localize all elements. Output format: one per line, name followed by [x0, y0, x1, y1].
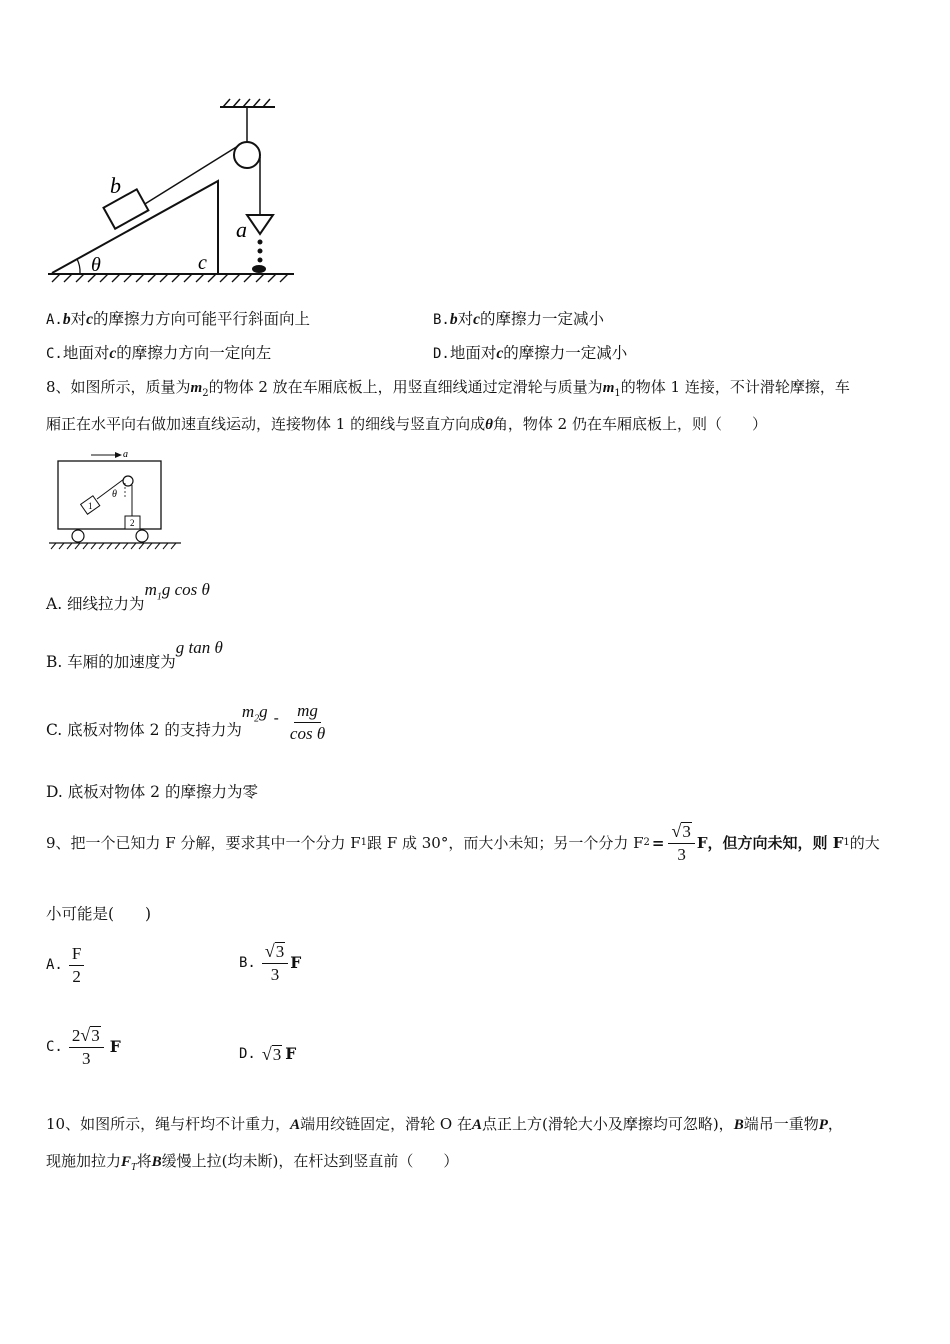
q8-stem-line1: 8、如图所示，质量为$m_2$的物体 2 放在车厢底板上，用竖直细线通过定滑轮与质量为$m_1$的物体 1 连接，不计滑轮摩擦，车 — [46, 378, 850, 399]
q9-stem-line2: 小可能是( ) — [46, 905, 152, 923]
label-a: a — [236, 217, 247, 242]
fig-a-label: a — [123, 449, 128, 460]
label-theta: θ — [91, 254, 101, 276]
q8-stem-line2: 厢正在水平向右做加速直线运动，连接物体 1 的细线与竖直方向成θ角，物体 2 仍在车厢底板上，则（ ） — [46, 415, 767, 433]
q7-option-c[interactable]: C.地面对c的摩擦力方向一定向左 — [46, 344, 272, 362]
label-b: b — [110, 173, 121, 198]
q7-option-d[interactable]: D.地面对c的摩擦力一定减小 — [433, 344, 628, 362]
q8-option-a[interactable]: A. 细线拉力为$m_1g$ cos θ — [46, 580, 210, 613]
q8-option-b[interactable]: B. 车厢的加速度为g tan θ — [46, 638, 223, 671]
q9-option-c[interactable]: C. 2 √ 3 3 F — [46, 1025, 121, 1068]
q9-option-b[interactable]: B. √ 3 3 F — [239, 941, 302, 984]
q8-option-c[interactable]: C. 底板对物体 2 的支持力为 $m_2g$ - $\frac{mg}{\text{cos θ}}$ — [46, 700, 326, 743]
q7-option-b[interactable]: B.b对c的摩擦力一定减小 — [433, 310, 605, 328]
carriage-figure — [45, 447, 185, 553]
q9-stem-line1: 9、把一个已知力 F 分解，要求其中一个分力 F 1 跟 F 成 30°，而大小未知；另一个分力 F 2 = √ 3 3 F，但方向未知，则 F 1 的大 — [46, 821, 880, 864]
q8-option-d[interactable]: D. 底板对物体 2 的摩擦力为零 — [46, 783, 258, 801]
box1-label: 1 — [88, 501, 93, 511]
q10-stem-line2: 现施加拉力$F_T$将B缓慢上拉(均未断)，在杆达到竖直前（ ） — [46, 1152, 459, 1173]
incline-pulley-figure — [40, 95, 310, 285]
q9-option-a[interactable]: A. $\frac{F}{2}$ — [46, 942, 86, 988]
q9-option-d[interactable]: D. √ 3 F — [239, 1044, 297, 1064]
label-c: c — [198, 252, 207, 274]
formula-rest: g cos θ — [161, 580, 210, 599]
fig-theta-label: θ — [112, 489, 117, 500]
q10-stem-line1: 10、如图所示，绳与杆均不计重力，A端用绞链固定，滑轮 O 在A点正上方(滑轮大小及摩擦均可忽略)，B端吊一重物P， — [46, 1115, 843, 1133]
q7-option-a[interactable]: A.b对c的摩擦力方向可能平行斜面向上 — [46, 310, 311, 328]
box2-label: 2 — [130, 518, 135, 528]
